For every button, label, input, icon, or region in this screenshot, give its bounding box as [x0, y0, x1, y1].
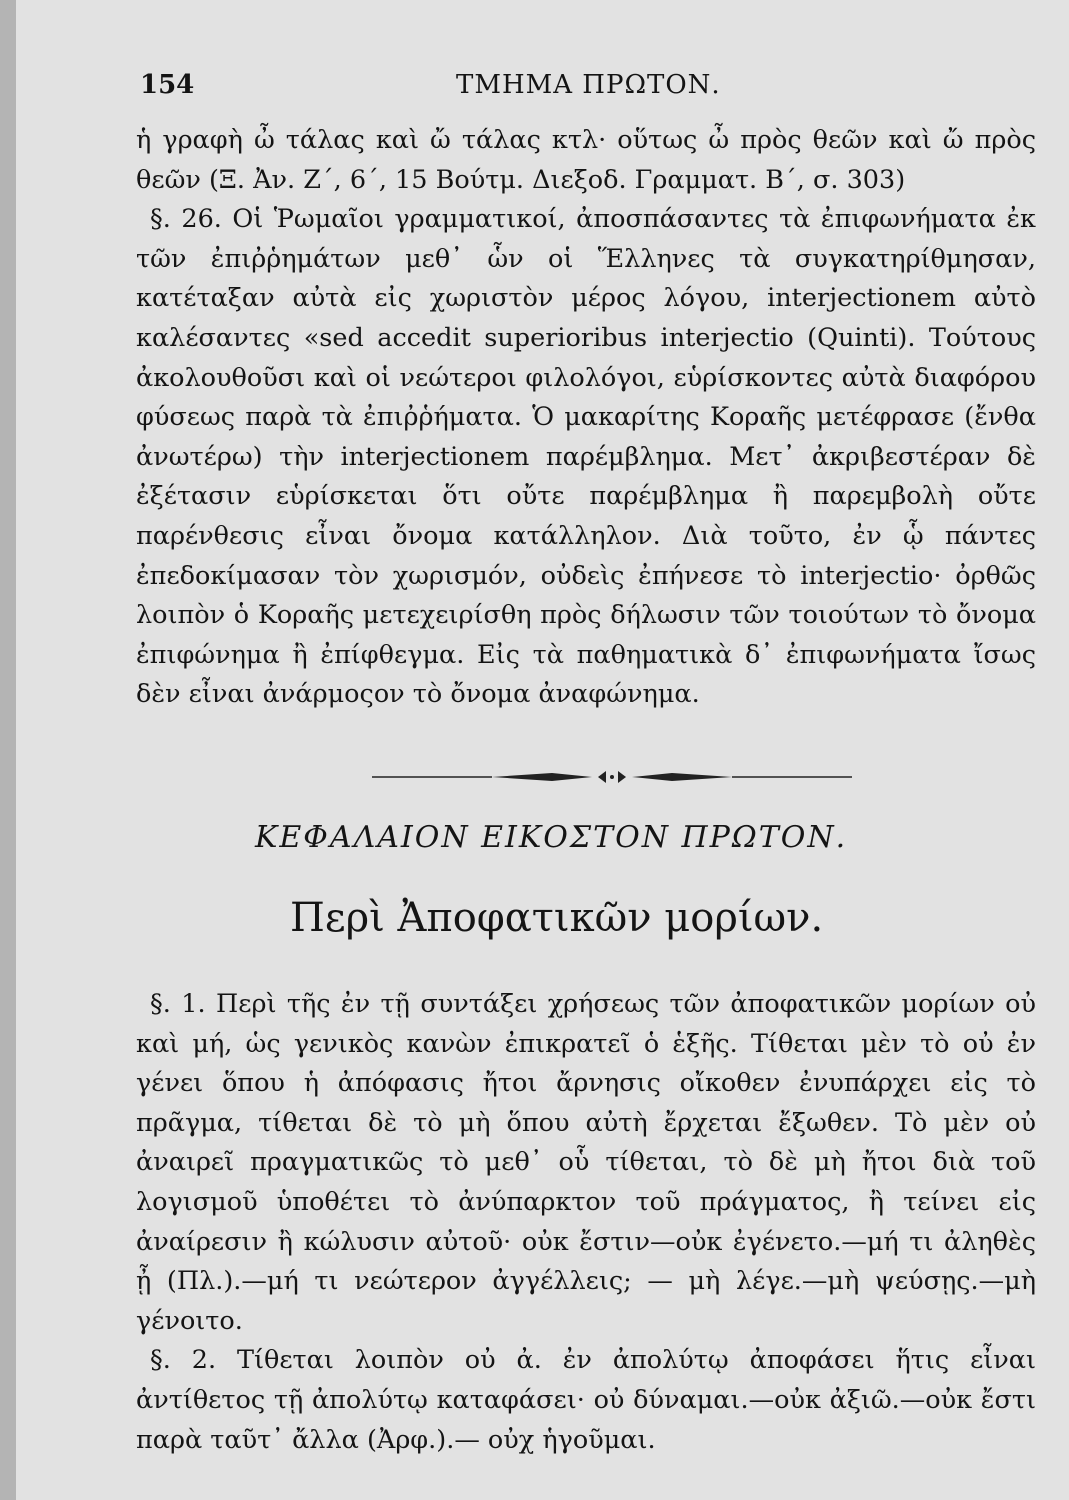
section-title: Περὶ Ἀποφατικῶν μορίων.: [290, 895, 824, 941]
ornamental-divider: [372, 765, 852, 789]
paragraph-section-26: §. 26. Οἱ Ῥωμαῖοι γραμματικοί, ἀποσπάσαντες τὰ ἐπιφωνήματα ἐκ τῶν ἐπιῤῥημάτων μεθ᾽ ὧν οἱ Ἕλληνες τὰ συγκατηρίθμησαν, κατέταξαν αὐτὰ εἰς χωριστὸν μέρος λόγου, interjectionem αὐτὸ καλέσαντες «sed accedit superioribus interjectio (Quinti). Τούτους ἀκολουθοῦσι καὶ οἱ νεώτεροι φιλολόγοι, εὑρίσκοντες αὐτὰ διαφόρου φύσεως παρὰ τὰ ἐπιῤῥήματα. Ὁ μακαρίτης Κοραῆς μετέφρασε (ἔνθα ἀνωτέρω) τὴν interjectionem παρέμβλημα. Μετ᾽ ἀκριβεστέραν δὲ ἐξέτασιν εὑρίσκεται ὅτι οὔτε παρέμβλημα ἢ παρεμβολὴ οὔτε παρένθεσις εἶναι ὄνομα κατάλληλον. Διὰ τοῦτο, ἐν ᾧ πάντες ἐπεδοκίμασαν τὸν χωρισμόν, οὐδεὶς ἐπήνεσε τὸ interjectio· ὀρθῶς λοιπὸν ὁ Κοραῆς μετεχειρίσθη πρὸς δήλωσιν τῶν τοιούτων τὸ ὄνομα ἐπιφώνημα ἢ ἐπίφθεγμα. Εἰς τὰ παθηματικὰ δ᾽ ἐπιφωνήματα ἴσως δὲν εἶναι ἀνάρμοςον τὸ ὄνομα ἀναφώνημα.: [136, 204, 1036, 710]
text-block-lower: [136, 985, 1036, 1460]
page-header: [140, 70, 1020, 106]
paragraph-section-1: §. 1. Περὶ τῆς ἐν τῇ συντάξει χρήσεως τῶν ἀποφατικῶν μορίων οὐ καὶ μή, ὡς γενικὸς κανὼν ἐπικρατεῖ ὁ ἑξῆς. Τίθεται μὲν τὸ οὐ ἐν γένει ὅπου ἡ ἀπόφασις ἤτοι ἄρνησις οἴκοθεν ἐνυπάρχει εἰς τὸ πρᾶγμα, τίθεται δὲ τὸ μὴ ὅπου αὐτὴ ἔρχεται ἔξωθεν. Τὸ μὲν οὐ ἀναιρεῖ πραγματικῶς τὸ μεθ᾽ οὗ τίθεται, τὸ δὲ μὴ ἤτοι διὰ τοῦ λογισμοῦ ὑποθέτει τὸ ἀνύπαρκτον τοῦ πράγματος, ἢ τείνει εἰς ἀναίρεσιν ἢ κώλυσιν αὐτοῦ· οὐκ ἔστιν—οὐκ ἐγένετο.—μή τι ἀληθὲς ᾖ (Πλ.).—μή τι νεώτερον ἀγγέλλεις; — μὴ λέγε.—μὴ ψεύσῃς.—μὴ γένοιτο.: [136, 989, 1036, 1336]
paragraph-graphe: ἡ γραφὴ ὦ τάλας καὶ ὤ τάλας κτλ· οὕτως ὦ πρὸς θεῶν καὶ ὤ πρὸς θεῶν (Ξ. Ἀν. Ζ΄, 6΄, 15 Βούτμ. Διεξοδ. Γραμματ. Β΄, σ. 303): [136, 125, 1036, 195]
running-head: ΤΜΗΜΑ ΠΡΩΤΟΝ.: [456, 70, 721, 100]
scan-edge-shadow: [0, 0, 16, 1500]
paragraph-section-2: §. 2. Τίθεται λοιπὸν οὐ ἀ. ἐν ἀπολύτῳ ἀποφάσει ἥτις εἶναι ἀντίθετος τῇ ἀπολύτῳ καταφάσει· οὐ δύναμαι.—οὐκ ἀξιῶ.—οὐκ ἔστι παρὰ ταῦτ᾽ ἄλλα (Ἀρφ.).— οὐχ ἡγοῦμαι.: [136, 1345, 1036, 1455]
page-number: 154: [140, 70, 195, 100]
chapter-title: ΚΕΦΑΛΑΙΟΝ ΕΙΚΟΣΤΟΝ ΠΡΩΤΟΝ.: [255, 820, 848, 855]
text-block-upper: [136, 121, 1036, 715]
